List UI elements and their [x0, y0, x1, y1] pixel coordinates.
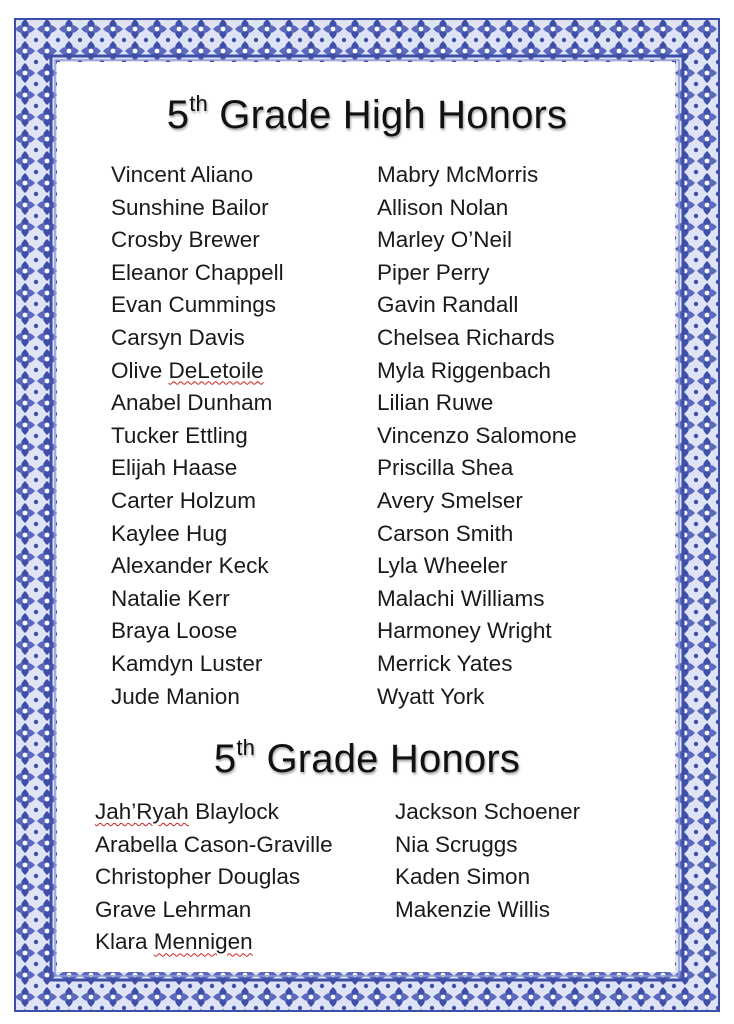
- list-item: Arabella Cason-Graville: [95, 831, 333, 857]
- spellcheck-underline: DeLetoile: [168, 357, 264, 383]
- list-item: Merrick Yates: [377, 650, 513, 676]
- list-item: Klara Mennigen: [95, 929, 253, 955]
- list-item: Grave Lehrman: [95, 896, 252, 922]
- list-item: Nia Scruggs: [395, 831, 518, 857]
- list-item: Piper Perry: [377, 259, 490, 285]
- list-item: Kaylee Hug: [111, 520, 228, 546]
- list-item: Kamdyn Luster: [111, 650, 263, 676]
- list-item: Anabel Dunham: [111, 390, 273, 416]
- list-item: Braya Loose: [111, 618, 238, 644]
- spellcheck-underline: Mennigen: [153, 929, 253, 955]
- high-honors-right-column: [377, 159, 577, 713]
- list-item: Kaden Simon: [395, 864, 531, 890]
- high-honors-left-column: [111, 159, 284, 713]
- list-item: Vincent Aliano: [111, 162, 254, 187]
- list-item: Harmoney Wright: [377, 618, 552, 644]
- list-item: Avery Smelser: [377, 487, 523, 513]
- list-item: Tucker Ettling: [111, 422, 248, 448]
- list-item: Mabry McMorris: [377, 162, 539, 187]
- list-item: Elijah Haase: [111, 455, 238, 481]
- list-item: Vincenzo Salomone: [377, 422, 577, 448]
- list-item: Lilian Ruwe: [377, 390, 494, 416]
- list-item: Lyla Wheeler: [377, 553, 508, 579]
- list-item: Carter Holzum: [111, 487, 257, 513]
- spellcheck-underline: Jah’Ryah: [95, 799, 189, 824]
- list-item: Wyatt York: [377, 683, 485, 709]
- list-item: Evan Cummings: [111, 292, 277, 318]
- list-item: Olive DeLetoile: [111, 357, 264, 383]
- list-item: Myla Riggenbach: [377, 357, 551, 383]
- list-item: Eleanor Chappell: [111, 259, 284, 285]
- list-item: Jude Manion: [111, 683, 240, 709]
- list-item: Jah’Ryah Blaylock: [95, 799, 279, 824]
- list-item: Sunshine Bailor: [111, 194, 269, 220]
- honors-right-column: [395, 796, 580, 926]
- list-item: Jackson Schoener: [395, 799, 581, 824]
- list-item: Malachi Williams: [377, 585, 545, 611]
- high-honors-title: 5th Grade High Honors: [166, 90, 568, 137]
- list-item: Carsyn Davis: [111, 324, 245, 350]
- list-item: Chelsea Richards: [377, 324, 555, 350]
- list-item: Christopher Douglas: [95, 864, 301, 890]
- list-item: Natalie Kerr: [111, 585, 230, 611]
- list-item: Crosby Brewer: [111, 227, 260, 253]
- list-item: Marley O’Neil: [377, 227, 513, 253]
- honors-title: 5th Grade Honors: [213, 734, 521, 781]
- list-item: Makenzie Willis: [395, 896, 551, 922]
- list-item: Gavin Randall: [377, 292, 519, 318]
- list-item: Allison Nolan: [377, 194, 509, 220]
- honors-left-column: [95, 796, 333, 959]
- list-item: Priscilla Shea: [377, 455, 514, 481]
- list-item: Alexander Keck: [111, 553, 269, 579]
- list-item: Carson Smith: [377, 520, 514, 546]
